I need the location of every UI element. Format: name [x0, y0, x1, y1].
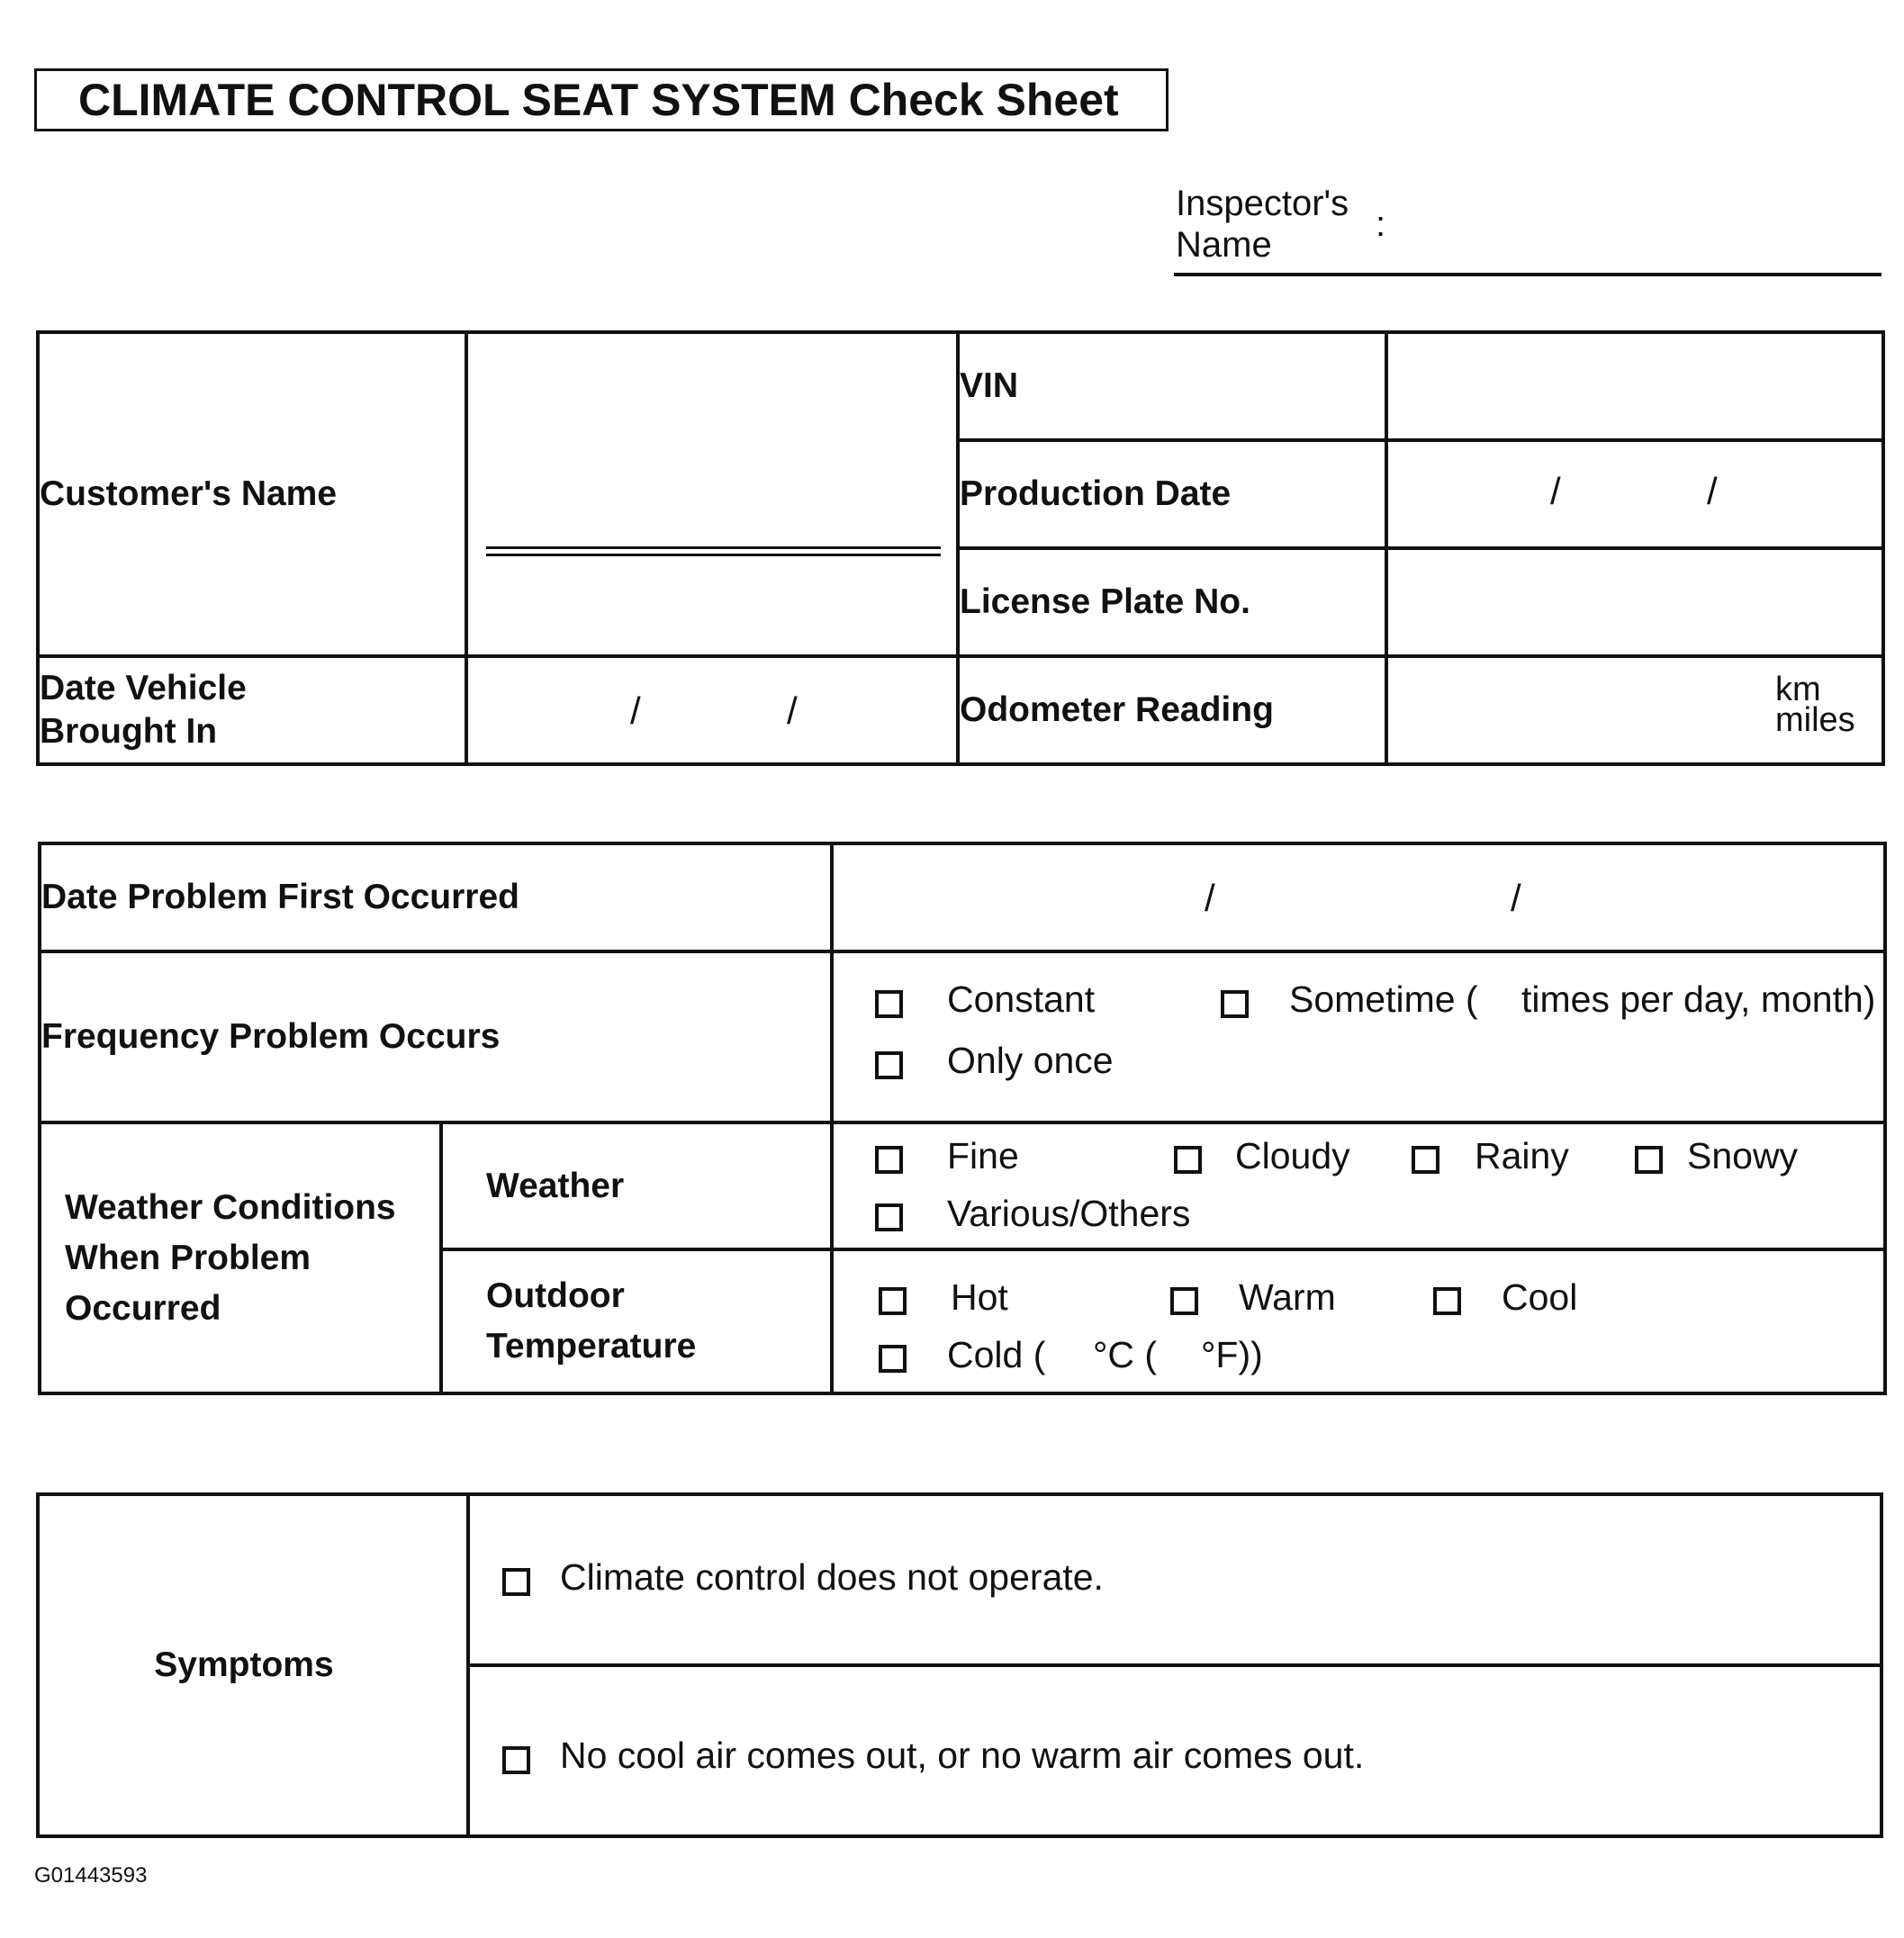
unit-km: km: [1775, 671, 1821, 708]
license-plate-field[interactable]: [1386, 548, 1883, 656]
inspector-label-line1: Inspector's: [1176, 184, 1349, 223]
option-cold: Cold (: [947, 1334, 1046, 1375]
date-first-occurred-label: Date Problem First Occurred: [40, 843, 832, 951]
vin-field[interactable]: [1386, 332, 1883, 440]
option-only-once: Only once: [947, 1040, 1114, 1081]
date-brought-in-label: [38, 656, 466, 764]
symptoms-label: Symptoms: [38, 1494, 468, 1836]
production-date-field[interactable]: [1386, 440, 1883, 548]
checkbox-rainy[interactable]: [1412, 1146, 1439, 1174]
option-deg-c: °C (: [1093, 1334, 1158, 1375]
weather-label: Weather: [441, 1122, 832, 1249]
production-date-label: Production Date: [958, 440, 1386, 548]
checkbox-sometime[interactable]: [1221, 990, 1249, 1018]
symptom-row: [468, 1494, 1881, 1665]
license-plate-label: License Plate No.: [958, 548, 1386, 656]
outdoor-temperature-label: [441, 1249, 832, 1393]
inspector-colon: :: [1376, 204, 1386, 244]
date-brought-in-field[interactable]: [466, 656, 958, 764]
date-slash: /: [630, 690, 641, 732]
problem-info-table: [38, 842, 1887, 1395]
checkbox-snowy[interactable]: [1635, 1146, 1663, 1174]
option-cloudy: Cloudy: [1235, 1135, 1350, 1176]
symptom-row: [468, 1665, 1881, 1836]
date-first-occurred-field[interactable]: [832, 843, 1885, 951]
odometer-label: Odometer Reading: [958, 656, 1386, 764]
option-deg-f: °F)): [1201, 1334, 1263, 1375]
option-sometime: Sometime (: [1289, 978, 1478, 1020]
date-slash: /: [787, 690, 798, 732]
date-brought-line2: Brought In: [40, 712, 218, 751]
customers-name-label: Customer's Name: [38, 332, 466, 656]
vehicle-info-table: [36, 330, 1885, 766]
checkbox-various[interactable]: [875, 1203, 903, 1231]
outdoor-temp-line1: Outdoor: [486, 1276, 625, 1315]
checkbox-symptom-2[interactable]: [502, 1746, 530, 1774]
option-sometime-suffix: times per day, month): [1521, 978, 1876, 1020]
symptom-text: Climate control does not operate.: [560, 1556, 1104, 1598]
option-various: Various/Others: [947, 1193, 1191, 1234]
checkbox-warm[interactable]: [1170, 1287, 1198, 1315]
figure-id: G01443593: [34, 1863, 148, 1888]
frequency-options: [832, 951, 1885, 1122]
vin-label: VIN: [958, 332, 1386, 440]
customers-name-field[interactable]: [466, 332, 958, 656]
date-slash: /: [1205, 877, 1215, 919]
name-underline-1: [486, 546, 941, 549]
date-brought-line1: Date Vehicle: [40, 669, 247, 708]
checkbox-cold[interactable]: [879, 1345, 907, 1373]
checkbox-cool[interactable]: [1433, 1287, 1461, 1315]
date-slash: /: [1550, 470, 1561, 512]
checkbox-symptom-1[interactable]: [502, 1568, 530, 1596]
date-slash: /: [1707, 470, 1718, 512]
weather-conditions-line3: Occurred: [65, 1288, 221, 1328]
temperature-options: [832, 1249, 1885, 1393]
symptoms-table: [36, 1492, 1883, 1838]
weather-options: [832, 1122, 1885, 1249]
checkbox-only-once[interactable]: [875, 1051, 903, 1079]
option-fine: Fine: [947, 1135, 1019, 1176]
symptom-text: No cool air comes out, or no warm air comes out.: [560, 1735, 1365, 1776]
unit-miles: miles: [1775, 701, 1855, 739]
inspector-name-label: [1176, 183, 1349, 266]
check-sheet-title: CLIMATE CONTROL SEAT SYSTEM Check Sheet: [34, 68, 1169, 131]
name-underline-2: [486, 554, 941, 556]
option-hot: Hot: [951, 1276, 1008, 1318]
checkbox-hot[interactable]: [879, 1287, 907, 1315]
date-slash: /: [1511, 877, 1521, 919]
inspector-name-field[interactable]: [1174, 273, 1881, 276]
checkbox-fine[interactable]: [875, 1146, 903, 1174]
odometer-field[interactable]: [1386, 656, 1883, 764]
weather-conditions-label: [40, 1122, 441, 1393]
option-rainy: Rainy: [1475, 1135, 1569, 1176]
weather-conditions-line2: When Problem: [65, 1238, 311, 1277]
weather-conditions-line1: Weather Conditions: [65, 1187, 396, 1227]
option-snowy: Snowy: [1687, 1135, 1799, 1176]
inspector-label-line2: Name: [1176, 225, 1272, 265]
outdoor-temp-line2: Temperature: [486, 1327, 697, 1366]
checkbox-constant[interactable]: [875, 990, 903, 1018]
option-cool: Cool: [1502, 1276, 1578, 1318]
option-constant: Constant: [947, 978, 1096, 1020]
option-warm: Warm: [1239, 1276, 1336, 1318]
frequency-label: Frequency Problem Occurs: [40, 951, 832, 1122]
checkbox-cloudy[interactable]: [1174, 1146, 1202, 1174]
